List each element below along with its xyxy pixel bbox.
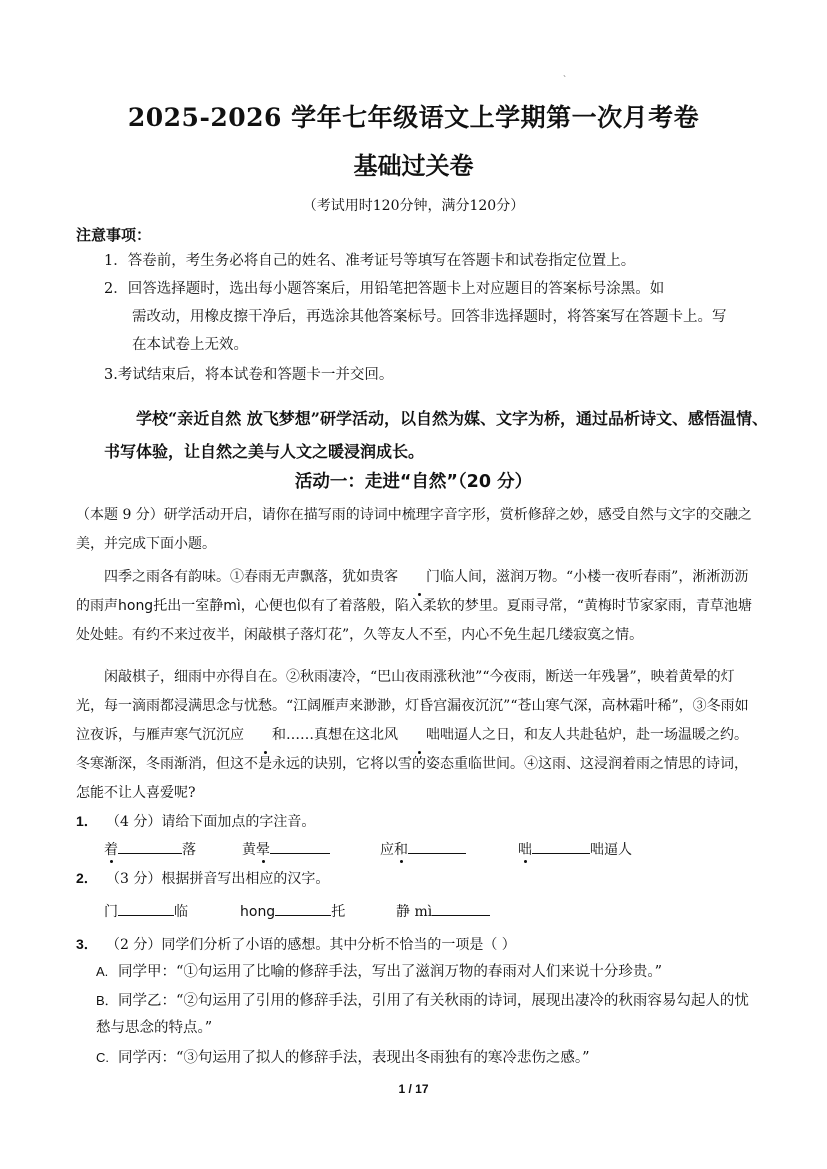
q3-option-b[interactable]	[96, 987, 749, 1015]
q1-item-3	[380, 839, 466, 859]
answer-blank[interactable]	[532, 839, 590, 854]
q2-prefix: 静 mì	[396, 904, 433, 920]
corner-mark: 、	[563, 69, 571, 78]
passage-paragraph-1	[76, 563, 756, 650]
passage-marked-char: 咄	[398, 721, 440, 750]
answer-blank[interactable]	[118, 839, 182, 854]
option-text: 同学甲：“①句运用了比喻的修辞手法，写出了滋润万物的春雨对人们来说十分珍贵。”	[118, 964, 663, 980]
passage-paragraph-2	[76, 663, 756, 808]
q2-item-2	[240, 901, 345, 921]
page-number: 1 / 17	[398, 1082, 429, 1096]
option-text: 同学乙：“②句运用了引用的修辞手法，引用了有关秋雨的诗词，展现出凄冷的秋雨容易勾起人的忧	[118, 993, 749, 1009]
notice-item-text: 答卷前，考生务必将自己的姓名、准考证号等填写在答题卡和试卷指定位置上。	[127, 253, 636, 269]
question-3	[76, 934, 516, 954]
question-prompt: （4 分）请给下面加点的字注音。	[106, 814, 316, 830]
option-letter: A.	[96, 964, 109, 979]
activity-intro: 学校“亲近自然 放飞梦想”研学活动，以自然为媒、文字为桥，通过品析诗文、感悟温情、书写体验，让自然之美与人文之暖浸润成长。	[104, 409, 768, 461]
passage-marked-char: 和	[244, 721, 286, 750]
passage-pinyin: hong	[118, 598, 154, 614]
q1-suffix: 咄逼人	[590, 842, 632, 858]
q1-prefix: 黄	[242, 842, 256, 858]
notice-item-3	[104, 362, 393, 389]
q2-prefix: 门	[104, 904, 118, 920]
q3-option-b-cont: 愁与思念的特点。”	[96, 1020, 213, 1036]
question-2	[76, 868, 329, 888]
passage-marked-char: 门	[398, 563, 440, 592]
question-number: 2．	[76, 870, 98, 886]
option-letter: C.	[96, 1050, 109, 1065]
passage-text: 临人间，滋润万物。“小楼一夜听春雨”，淅淅沥沥的雨声	[76, 569, 749, 614]
q1-marked-char: 咄	[518, 839, 532, 859]
q1-marked-char: 着	[104, 839, 118, 859]
q1-prefix: 应	[380, 842, 394, 858]
notice-item-num: 2．	[104, 281, 128, 297]
q2-suffix: 托	[331, 904, 346, 920]
q3-option-a[interactable]	[96, 958, 662, 986]
notice-item-2-cont: 在本试卷上无效。	[132, 337, 248, 353]
question-number: 3．	[76, 936, 98, 952]
exam-time-info: （考试用时120分钟，满分120分）	[302, 198, 525, 214]
q1-item-1	[104, 839, 196, 859]
notice-item-text: 回答选择题时，选出每小题答案后，用铅笔把答题卡上对应题目的答案标号涂黑。如	[127, 281, 665, 297]
option-text: 同学丙：“③句运用了拟人的修辞手法，表现出冬雨独有的寒冷悲伤之感。”	[118, 1050, 590, 1066]
notice-item-num: 3.	[104, 367, 118, 383]
answer-blank[interactable]	[275, 901, 331, 916]
exam-subtitle: 基础过关卷	[353, 151, 474, 180]
activity-heading: 活动一：走进“自然”（20 分）	[294, 472, 533, 492]
exam-title: 2025-2026 学年七年级语文上学期第一次月考卷	[127, 103, 700, 132]
q2-prefix: hong	[240, 904, 276, 920]
question-prompt: （2 分）同学们分析了小语的感想。其中分析不恰当的一项是（ ）	[106, 937, 516, 953]
q1-marked-char: 晕	[256, 839, 270, 859]
notice-item-2-cont: 需改动，用橡皮擦干净后，再选涂其他答案标号。回答非选择题时，将答案写在答题卡上。写	[132, 309, 727, 325]
q1-item-4	[518, 839, 632, 859]
passage-text: ……真想在这北风	[286, 727, 398, 743]
notice-item-1	[104, 248, 635, 275]
passage-text: ，心便也似有了着落般，陷入柔软的梦里。夏雨寻常，“黄梅时节家家雨，青草池塘处处蛙。有约不来过夜半，闲敲棋子落灯花”，久等友人不至，内心不免生起几缕寂寞之情。	[76, 598, 752, 643]
q1-item-2	[242, 839, 330, 859]
q2-item-3	[396, 901, 490, 921]
notice-heading: 注意事项：	[76, 226, 152, 244]
question-number: 1．	[76, 813, 98, 829]
notice-item-text: 考试结束后，将本试卷和答题卡一并交回。	[117, 367, 394, 383]
q2-suffix: 临	[174, 904, 188, 920]
q3-option-c[interactable]	[96, 1044, 590, 1072]
q1-suffix: 落	[182, 842, 196, 858]
question-prompt: （3 分）根据拼音写出相应的汉字。	[106, 871, 330, 887]
answer-blank[interactable]	[408, 839, 466, 854]
q1-marked-char: 和	[394, 839, 408, 859]
answer-blank[interactable]	[270, 839, 330, 854]
passage-text: 托出一室静	[153, 598, 224, 614]
answer-blank[interactable]	[432, 901, 490, 916]
option-letter: B．	[96, 993, 118, 1008]
q2-item-1	[104, 901, 188, 921]
passage-text: 闲敲棋子，细雨中亦得自在。②秋雨凄冷，“巴山夜雨涨秋池”“今夜雨，断送一年残暑”，映着黄晕的灯光，每一滴雨都浸满思念与忧愁。“江阔雁声来渺渺，灯昏宫漏夜沉沉”“苍山寒气深，高林霜叶稀”，③冬雨如泣夜诉，与雁声寒气沉沉应	[76, 669, 749, 743]
activity-lead: （本题 9 分）研学活动开启，请你在描写雨的诗词中梳理字音字形，赏析修辞之妙，感受自然与文字的交融之美，并完成下面小题。	[76, 507, 752, 552]
question-1	[76, 811, 315, 831]
passage-text: 四季之雨各有韵味。①春雨无声飘落，犹如贵客	[104, 569, 398, 585]
notice-item-num: 1．	[104, 253, 128, 269]
passage-pinyin: mì	[223, 598, 241, 614]
notice-item-2	[104, 276, 664, 303]
passage-text: 咄逼人之日，和友人共赴毡炉，赴一场温暖之约。冬寒渐深，冬雨渐消，但这不是永远的诀别，它将以雪的姿态重临世间。④这雨、这浸润着雨之情思的诗词，怎能不让人喜爱呢?	[76, 727, 748, 801]
answer-blank[interactable]	[118, 901, 174, 916]
